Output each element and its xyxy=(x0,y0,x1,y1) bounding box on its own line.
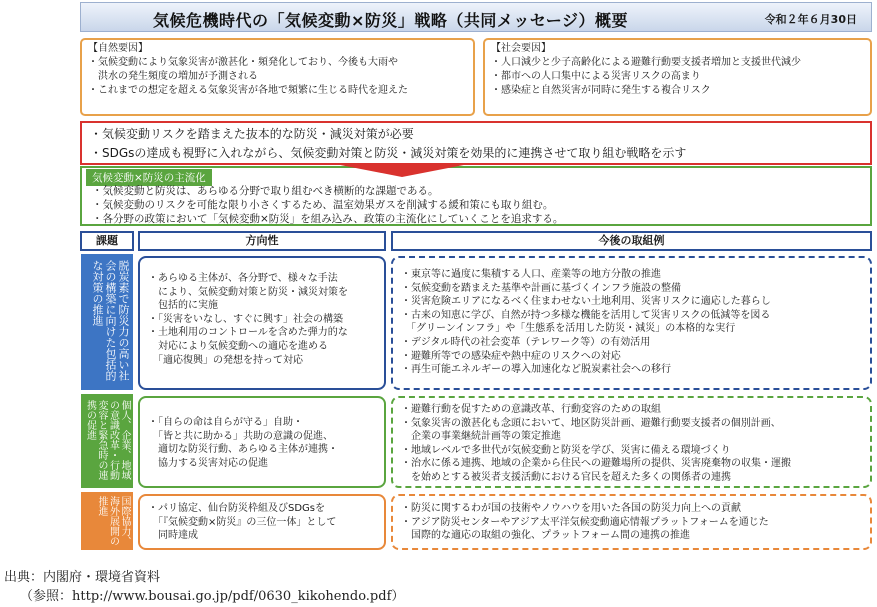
action-line: ・デジタル時代の社会変革（テレワーク等）の有効活用 xyxy=(401,336,651,348)
header-actions: 今後の取組例 xyxy=(391,231,872,251)
action-line: ・古来の知恵に学び、自然が持つ多様な機能を活用して災害リスクの低減等を図る xyxy=(401,309,771,321)
action-line: 「グリーンインフラ」や「生態系を活用した防災・減災」の本格的な実行 xyxy=(401,323,736,335)
title-date: 令和２年６月30日 xyxy=(764,13,857,26)
key-message-line: ・SDGsの達成も視野に入れながら、気候変動対策と防災・減災対策を効果的に連携させて取り組む戦略を示す xyxy=(90,146,687,160)
down-arrow-icon xyxy=(330,163,474,177)
direction-line: 「『気候変動×防災』の三位一体」として xyxy=(148,516,337,528)
direction-line: 対応により気候変動への適応を進める xyxy=(148,340,328,352)
direction-line: 包括的に実施 xyxy=(148,300,218,312)
action-line: を始めとする被災者支援活動における官民を超えた多くの関係者の連携 xyxy=(401,471,731,483)
direction-line: により、気候変動対策と防災・減災対策を xyxy=(148,286,348,298)
direction-line: 「皆と共に助かる」共助の意識の促進、 xyxy=(148,430,333,442)
action-line: ・防災に関するわが国の技術やノウハウを用いた各国の防災力向上への貢献 xyxy=(401,503,741,514)
action-line: ・東京等に過度に集積する人口、産業等の地方分散の推進 xyxy=(401,269,661,280)
action-line: 企業の事業継続計画等の策定推進 xyxy=(401,431,561,443)
natural-factor-line: 洪水の発生頻度の増加が予測される xyxy=(88,71,258,82)
action-line: ・気候変動を踏まえた基準や計画に基づくインフラ施設の整備 xyxy=(401,282,681,294)
action-line: ・アジア防災センターやアジア太平洋気候変動適応情報プラットフォームを通じた xyxy=(401,516,769,528)
direction-line: ・あらゆる主体が、各分野で、様々な手法 xyxy=(148,273,338,284)
mainstreaming-line: ・気候変動と防災は、あらゆる分野で取り組むべき横断的な課題である。 xyxy=(92,185,439,197)
row-actions-international xyxy=(391,494,872,550)
row-direction-decarbonization xyxy=(138,256,386,390)
direction-line: 適切な防災行動、あらゆる主体が連携・ xyxy=(148,444,338,456)
key-message-line: ・気候変動リスクを踏まえた抜本的な防災・減災対策が必要 xyxy=(90,127,414,141)
row-direction-awareness xyxy=(138,396,386,488)
direction-line: 「適応復興」の発想を持って対応 xyxy=(148,354,303,366)
action-line: ・避難所等での感染症や熱中症のリスクへの対応 xyxy=(401,350,621,362)
natural-factor-line: ・これまでの想定を超える気象災害が各地で頻繁に生じる時代を迎えた xyxy=(88,85,408,96)
mainstreaming-label: 気候変動×防災の主流化 xyxy=(86,169,212,186)
natural-factors-box xyxy=(80,38,475,116)
action-line: ・災害危険エリアになるべく住まわせない土地利用、災害リスクに適応した暮らし xyxy=(401,296,771,308)
key-message-box xyxy=(80,121,872,165)
row-actions-awareness xyxy=(391,396,872,488)
row-theme-international: 国際協力、海外展開の推進 xyxy=(81,492,133,550)
mainstreaming-lines xyxy=(92,184,563,226)
action-line: ・避難行動を促すための意識改革、行動変容のための取組 xyxy=(401,404,661,415)
mainstreaming-box xyxy=(80,166,872,226)
page-title: 気候危機時代の「気候変動×防災」戦略（共同メッセージ）概要 xyxy=(153,11,628,30)
direction-line: ・「災害をいなし、すぐに興す」社会の構築 xyxy=(148,313,343,325)
social-factors-box xyxy=(483,38,872,116)
mainstreaming-line: ・気候変動のリスクを可能な限り小さくするため、温室効果ガスを削減する緩和策にも取り組む。 xyxy=(92,199,554,211)
title-bar xyxy=(80,2,872,32)
natural-factors-heading: 【自然要因】 xyxy=(88,43,148,54)
direction-line: 協力する災害対応の促進 xyxy=(148,457,268,469)
action-line: ・再生可能エネルギーの導入加速化など脱炭素社会への移行 xyxy=(401,364,671,376)
header-theme: 課題 xyxy=(80,231,134,251)
action-line: ・地域レベルで多世代が気候変動と防災を学び、災害に備える環境づくり xyxy=(401,444,731,456)
row-direction-international xyxy=(138,494,386,550)
social-factor-line: ・感染症と自然災害が同時に発生する複合リスク xyxy=(491,85,711,96)
header-direction: 方向性 xyxy=(138,231,386,251)
row-actions-decarbonization xyxy=(391,256,872,390)
social-factor-line: ・人口減少と少子高齢化による避難行動要支援者増加と支援世代減少 xyxy=(491,57,801,68)
action-line: ・治水に係る連携、地域の企業から住民への避難場所の提供、災害廃棄物の収集・運搬 xyxy=(401,458,791,470)
source-line: 出典：内閣府・環境省資料 xyxy=(4,570,161,585)
action-line: 国際的な適応の取組の強化、プラットフォーム間の連携の推進 xyxy=(401,530,690,542)
direction-line: 同時達成 xyxy=(148,530,198,542)
source-url-line: （参照：http://www.bousai.go.jp/pdf/0630_kikohendo.pdf） xyxy=(20,589,405,604)
action-line: ・気象災害の激甚化も念頭において、地区防災計画、避難行動要支援者の個別計画、 xyxy=(401,417,781,429)
row-theme-awareness: 個人、企業、地域の意識改革・行動変容と緊急時の連携の促進 xyxy=(81,394,133,488)
direction-line: ・土地利用のコントロールを含めた弾力的な xyxy=(148,327,348,339)
social-factor-line: ・都市への人口集中による災害リスクの高まり xyxy=(491,71,701,82)
social-factors-heading: 【社会要因】 xyxy=(491,43,551,54)
mainstreaming-line: ・各分野の政策において「気候変動×防災」を組み込み、政策の主流化にしていくことを追求する。 xyxy=(92,213,564,225)
row-theme-decarbonization: 脱炭素で防災力の高い社会の構築に向けた包括的な対策の推進 xyxy=(81,254,133,390)
direction-line: ・「自らの命は自らが守る」自助・ xyxy=(148,417,303,428)
natural-factor-line: ・気候変動により気象災害が激甚化・頻発化しており、今後も大雨や xyxy=(88,57,398,68)
direction-line: ・パリ協定、仙台防災枠組及びSDGsを xyxy=(148,503,326,514)
